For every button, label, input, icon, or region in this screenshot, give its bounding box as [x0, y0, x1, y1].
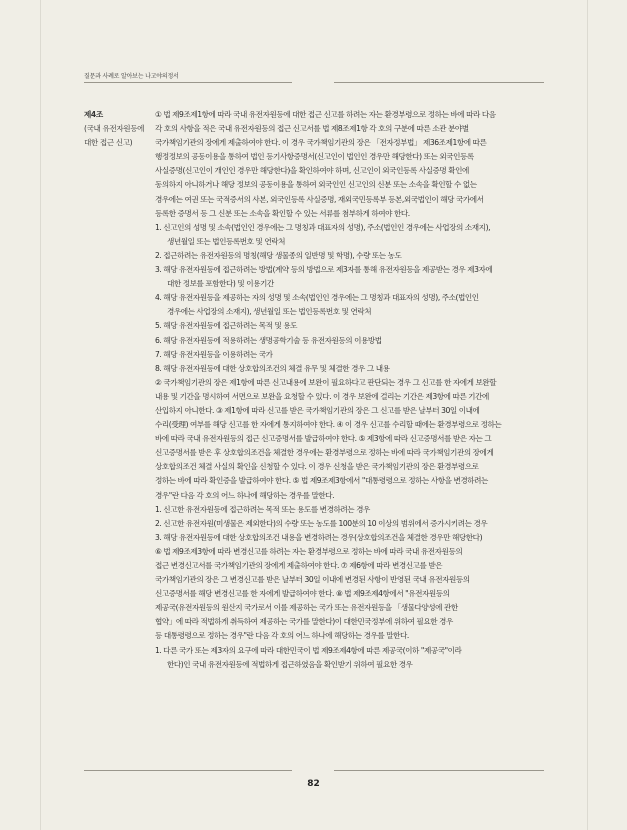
body-line: 각 호의 사항을 적은 국내 유전자원등의 접근 신고서를 법 제8조제1항 각 호의 구분에 따른 소관 분야별	[155, 124, 469, 134]
body-line: 동의하지 아니하거나 해당 정보의 공동이용을 통하여 외국인인 신고인의 신분 또는 소속을 확인할 수 없는	[155, 180, 477, 190]
body-line: 경우"란 다음 각 호의 어느 하나에 해당하는 경우를 말한다.	[155, 490, 335, 500]
footer-rule-right	[334, 770, 544, 771]
body-line: 8. 해당 유전자원등에 대한 상호합의조건의 체결 유무 및 체결한 경우 그 내용	[155, 363, 390, 373]
body-line: 1. 신고한 유전자원등에 접근하려는 목적 또는 용도를 변경하려는 경우	[155, 504, 370, 514]
body-line: 대한 정보를 포함한다) 및 이용기간	[167, 279, 274, 289]
margin-guide-right	[587, 0, 588, 830]
body-line: 신고증명서를 받은 후 상호합의조건을 체결한 경우에는 환경부령으로 정하는 바에 따라 국가책임기관의 장에게	[155, 448, 494, 458]
running-header: 질문과 사례로 알아보는 나고야의정서	[84, 73, 179, 80]
body-line: 경우에는 여권 또는 국적증서의 사본, 외국인등록 사실증명, 재외국민등록부 등본,외국법인이 해당 국가에서	[155, 194, 484, 204]
body-line: 3. 해당 유전자원등에 대한 상호합의조건 내용을 변경하려는 경우(상호합의조건을 체결한 경우만 해당한다)	[155, 532, 483, 542]
footer-rule-left	[84, 770, 292, 771]
body-line: 1. 신고인의 성명 및 소속(법인인 경우에는 그 명칭과 대표자의 성명), 주소(법인인 경우에는 사업장의 소재지),	[155, 222, 491, 232]
body-line: 제공국(유전자원등의 원산지 국가로서 이를 제공하는 국가 또는 유전자원등을 「생물다양성에 관한	[155, 603, 458, 613]
body-line: 국가책임기관의 장에게 제출하여야 한다. 이 경우 국가책임기관의 장은 「전자정부법」 제36조제1항에 따른	[155, 138, 487, 148]
margin-guide-left	[40, 0, 41, 830]
body-line: 상호합의조건 체결 사실의 확인을 신청할 수 있다. 이 경우 신청을 받은 국가책임기관의 장은 환경부령으로	[155, 462, 479, 472]
body-line: 6. 해당 유전자원등에 적용하려는 생명공학기술 등 유전자원등의 이용방법	[155, 335, 382, 345]
page-number: 82	[307, 779, 320, 789]
body-line: ① 법 제9조제1항에 따라 국내 유전자원등에 대한 접근 신고를 하려는 자는 환경부령으로 정하는 바에 따라 다음	[155, 110, 496, 119]
body-line: 5. 해당 유전자원등에 접근하려는 목적 및 용도	[155, 321, 298, 331]
body-line: 4. 해당 유전자원등을 제공하는 자의 성명 및 소속(법인인 경우에는 그 명칭과 대표자의 성명), 주소(법인인	[155, 293, 479, 303]
body-line: ⑥ 법 제9조제3항에 따라 변경신고를 하려는 자는 환경부령으로 정하는 바에 따라 국내 유전자원등의	[155, 546, 463, 556]
body-line: 정하는 바에 따라 확인증을 발급하여야 한다. ⑤ 법 제9조제3항에서 "대통령령으로 정하는 사항을 변경하려는	[155, 476, 488, 486]
body-line: 행정정보의 공동이용을 통하여 법인 등기사항증명서(신고인이 법인인 경우만 해당한다) 또는 외국인등록	[155, 152, 474, 162]
article-title-line: (국내 유전자원등에	[84, 124, 145, 133]
body-line: 내용 및 기간을 명시하여 서면으로 보완을 요청할 수 있다. 이 경우 보완에 걸리는 기간은 제3항에 따른 기간에	[155, 391, 489, 401]
body-line: 접근 변경신고서를 국가책임기관의 장에게 제출하여야 한다. ⑦ 제6항에 따라 변경신고를 받은	[155, 561, 443, 570]
article-body	[155, 108, 523, 672]
body-line: 사실증명(신고인이 개인인 경우만 해당한다)을 확인하여야 하며, 신고인이 외국인등록 사실증명 확인에	[155, 166, 469, 176]
body-line: 산입하지 아니한다. ③ 제1항에 따라 신고를 받은 국가책임기관의 장은 그 신고를 받은 날부터 30일 이내에	[155, 405, 480, 415]
body-line: 2. 신고한 유전자원(미생물은 제외한다)의 수량 또는 농도를 100분의 10 이상의 범위에서 증가시키려는 경우	[155, 518, 488, 528]
body-line: 생년월일 또는 법인등록번호 및 연락처	[167, 236, 286, 246]
body-line: 수리(受理) 여부를 해당 신고를 한 자에게 통지하여야 한다. ④ 이 경우 신고를 수리할 때에는 환경부령으로 정하는	[155, 420, 502, 430]
body-line: 등록한 증명서 등 그 신분 또는 소속을 확인할 수 있는 서류를 첨부하게 하여야 한다.	[155, 208, 410, 218]
body-line: 경우에는 사업장의 소재지), 생년월일 또는 법인등록번호 및 연락처	[167, 307, 372, 317]
body-line: 등 대통령령으로 정하는 경우"란 다음 각 호의 어느 하나에 해당하는 경우를 말한다.	[155, 631, 409, 641]
body-line: ② 국가책임기관의 장은 제1항에 따른 신고내용에 보완이 필요하다고 판단되는 경우 그 신고를 한 자에게 보완할	[155, 377, 497, 387]
header-rule-right	[334, 82, 544, 83]
body-line: 신고증명서를 해당 변경신고를 한 자에게 발급하여야 한다. ⑧ 법 제9조제4항에서 "유전자원등의	[155, 589, 450, 599]
body-line: 협약」에 따라 적법하게 취득하여 제공하는 국가를 말한다)이 대한민국정부에 위하여 필요한 경우	[155, 617, 453, 627]
body-line: 7. 해당 유전자원등을 이용하려는 국가	[155, 349, 273, 359]
body-line: 1. 다른 국가 또는 제3자의 요구에 따라 대한민국이 법 제9조제4항에 따른 제공국(이하 "제공국"이라	[155, 645, 462, 655]
body-line: 한다)인 국내 유전자원등에 적법하게 접근하였음을 확인받기 위하여 필요한 경우	[167, 659, 413, 669]
header-rule-left	[84, 82, 292, 83]
article-number: 제4조	[84, 110, 103, 119]
article-title-line: 대한 접근 신고)	[84, 138, 133, 147]
body-line: 바에 따라 국내 유전자원등의 접근 신고증명서를 발급하여야 한다. ⑤ 제3항에 따라 신고증명서를 받은 자는 그	[155, 434, 492, 444]
article-sidenote	[84, 108, 158, 150]
body-line: 국가책임기관의 장은 그 변경신고를 받은 날부터 30일 이내에 변경된 사항이 반영된 국내 유전자원등의	[155, 575, 470, 585]
body-line: 2. 접근하려는 유전자원등의 명칭(해당 생물종의 일반명 및 학명), 수량 또는 농도	[155, 250, 402, 260]
body-line: 3. 해당 유전자원등에 접근하려는 방법(계약 등의 방법으로 제3자를 통해 유전자원등을 제공받는 경우 제3자에	[155, 265, 493, 275]
